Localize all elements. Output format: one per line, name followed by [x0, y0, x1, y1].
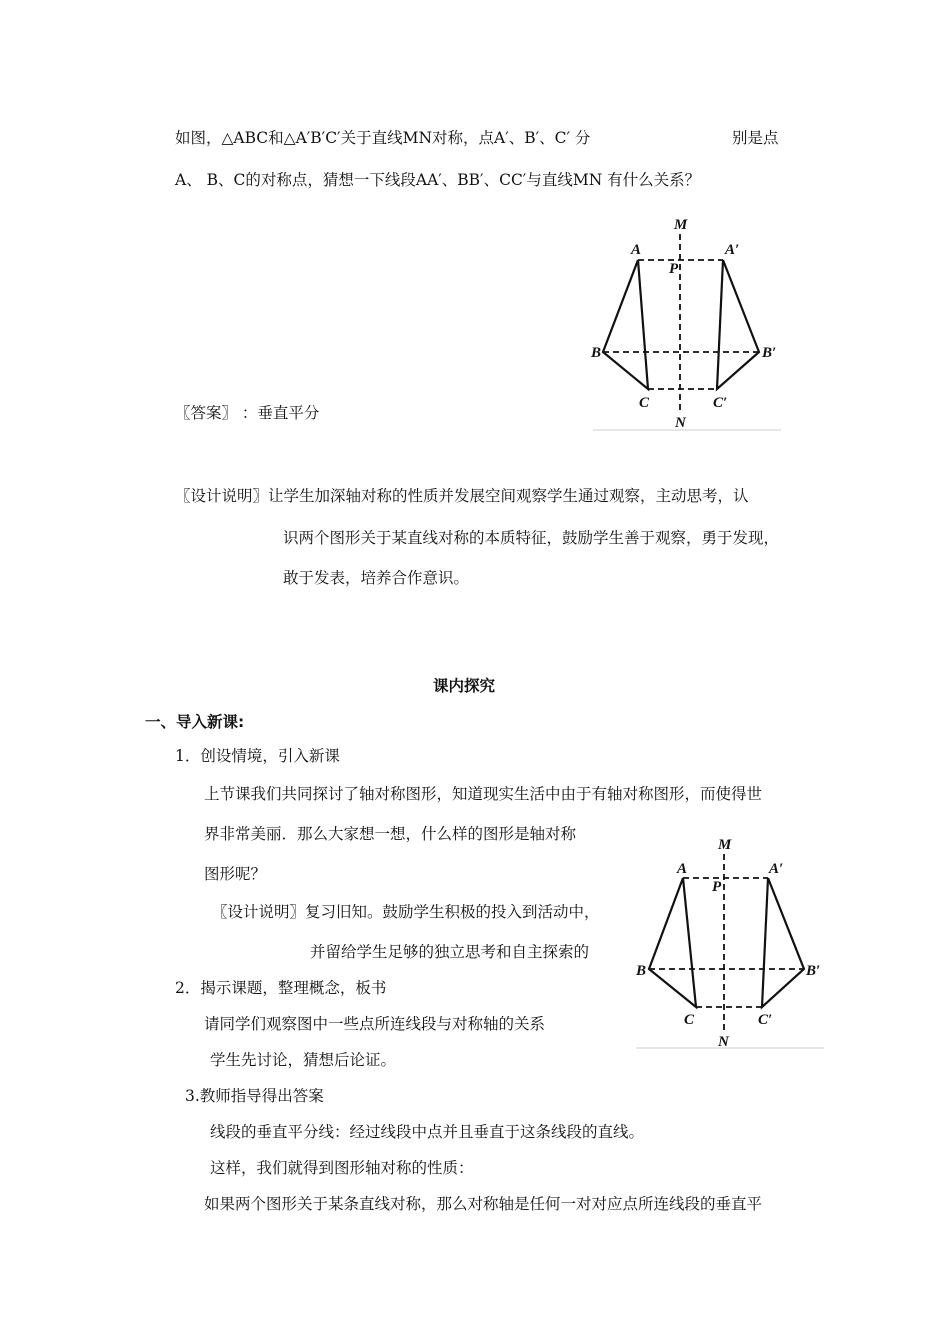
- section-title: 课内探究: [433, 677, 496, 695]
- label-C-prime: C′: [713, 395, 728, 411]
- design-note-line-3: 敢于发表，培养合作意识。: [283, 569, 470, 587]
- label-A-prime-2: A′: [769, 861, 784, 877]
- label-A-prime: A′: [725, 242, 740, 258]
- label-A: A: [631, 242, 642, 258]
- step1-note-2: 并留给学生足够的独立思考和自主探索的: [310, 943, 590, 961]
- label-N-2: N: [718, 1034, 729, 1050]
- step2-line-1: 请同学们观察图中一些点所连线段与对称轴的关系: [204, 1015, 546, 1033]
- step2-title: 2．揭示课题，整理概念，板书: [175, 979, 387, 997]
- label-C: C: [639, 395, 650, 411]
- label-B: B: [591, 345, 602, 361]
- intro-line-1: 如图，△ABC和△A′B′C′关于直线MN对称，点A′、B′、C′ 分: [175, 129, 591, 147]
- label-C-prime-2: C′: [758, 1012, 773, 1028]
- label-N: N: [675, 415, 686, 431]
- label-P-2: P: [712, 879, 722, 895]
- label-M-2: M: [718, 837, 732, 853]
- design-note-line-1: 〖设计说明〗让学生加深轴对称的性质并发展空间观察学生通过观察，主动思考，认: [175, 487, 749, 505]
- step1-para-1: 上节课我们共同探讨了轴对称图形，知道现实生活中由于有轴对称图形，而使得世: [204, 785, 763, 803]
- part1-heading: 一、导入新课:: [145, 713, 245, 731]
- label-C-2: C: [684, 1012, 695, 1028]
- symmetry-figure-2: [630, 834, 828, 1056]
- step1-title: 1．创设情境，引入新课: [175, 747, 340, 765]
- label-B-prime: B′: [762, 345, 777, 361]
- intro-line-2: A、 B、C的对称点，猜想一下线段AA′、BB′、CC′与直线MN 有什么关系？: [175, 171, 701, 189]
- design-note-line-2: 识两个图形关于某直线对称的本质特征，鼓励学生善于观察，勇于发现，: [283, 529, 780, 547]
- intro-line-1-end: 别是点: [732, 129, 779, 147]
- label-B-2: B: [636, 963, 647, 979]
- step1-para-2: 界非常美丽．那么大家想一想，什么样的图形是轴对称: [204, 825, 577, 843]
- symmetry-figure-1: [585, 212, 785, 434]
- answer: 〖答案〗 ：垂直平分: [175, 404, 320, 422]
- label-M: M: [674, 217, 688, 233]
- label-B-prime-2: B′: [806, 963, 821, 979]
- step3-line-3: 如果两个图形关于某条直线对称，那么对称轴是任何一对对应点所连线段的垂直平: [204, 1195, 763, 1213]
- step3-line-2: 这样，我们就得到图形轴对称的性质：: [210, 1159, 474, 1177]
- label-P: P: [669, 261, 679, 277]
- step3-line-1: 线段的垂直平分线：经过线段中点并且垂直于这条线段的直线。: [210, 1123, 645, 1141]
- step1-para-3: 图形呢？: [204, 865, 267, 883]
- step3-title: 3.教师指导得出答案: [185, 1087, 324, 1105]
- step2-line-2: 学生先讨论，猜想后论证。: [210, 1051, 397, 1069]
- label-A-2: A: [677, 861, 688, 877]
- step1-note-1: 〖设计说明〗复习旧知。鼓励学生积极的投入到活动中，: [212, 903, 600, 921]
